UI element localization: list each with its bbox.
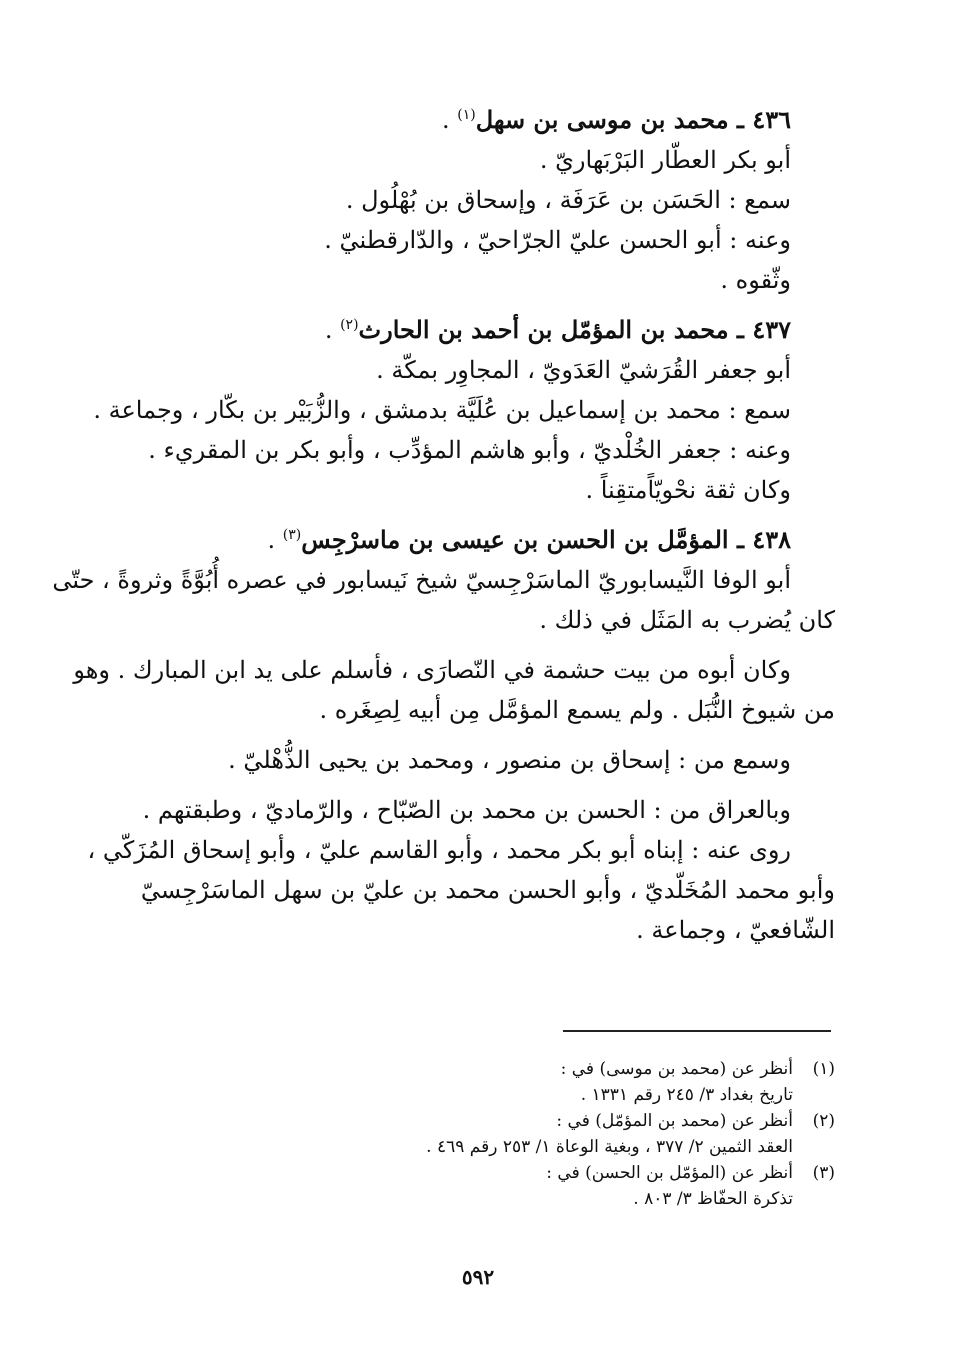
footnote-2 xyxy=(300,1108,835,1160)
entry-437-line: وعنه : جعفر الخُلْديّ ، وأبو هاشم المؤدِّب ، وأبو بكر بن المقريء . xyxy=(148,436,791,464)
footnote-divider xyxy=(563,1030,831,1032)
entry-437-heading: ٤٣٧ ـ محمد بن المؤمّل بن أحمد بن الحارث$^{(٢)}$ . xyxy=(324,315,791,344)
footnote-line: أنظر عن (محمد بن موسى) في : xyxy=(560,1059,793,1079)
entry-436-title: ٤٣٦ ـ محمد بن موسى بن سهل xyxy=(475,105,791,134)
entry-438-line: وأبو محمد المُخَلّديّ ، وأبو الحسن محمد بن عليّ بن سهل الماسَرْجِسيّ xyxy=(140,876,835,904)
entry-438-line: وسمع من : إسحاق بن منصور ، ومحمد بن يحيى الذُّهْليّ . xyxy=(228,746,791,774)
entry-436-line: وعنه : أبو الحسن عليّ الجرّاحيّ ، والدّارقطنيّ . xyxy=(324,226,791,254)
footnote-line: أنظر عن (المؤمّل بن الحسن) في : xyxy=(546,1163,793,1183)
footnote-line: تاريخ بغداد ٣/ ٢٤٥ رقم ١٣٣١ . xyxy=(580,1085,793,1105)
footnote-number: (١) xyxy=(812,1059,835,1079)
footnotes xyxy=(300,1056,835,1212)
entry-438-line: من شيوخ النُّبَل . ولم يسمع المؤمَّل مِن أبيه لِصِغَره . xyxy=(319,696,835,724)
entry-438-line: روى عنه : إبناه أبو بكر محمد ، وأبو القاسم عليّ ، وأبو إسحاق المُزَكّي ، xyxy=(87,836,791,864)
page-body xyxy=(52,100,835,950)
footnote-3 xyxy=(300,1160,835,1212)
footnote-number: (٣) xyxy=(812,1163,835,1183)
entry-438-heading: ٤٣٨ ـ المؤمَّل بن الحسن بن عيسى بن ماسرْجِس$^{(٣)}$ . xyxy=(267,525,791,554)
entry-436-footnote-ref[interactable]: (١) xyxy=(457,107,476,123)
entry-437-line: وكان ثقة نحْويّاًمتقِناً . xyxy=(585,476,791,504)
entry-436-line: أبو بكر العطّار البَرْبَهاريّ . xyxy=(539,146,791,174)
entry-437-line: سمع : محمد بن إسماعيل بن عُلَيَّة بدمشق ، والزُّبَيْر بن بكّار ، وجماعة . xyxy=(93,396,791,424)
footnote-1 xyxy=(300,1056,835,1108)
entry-438-footnote-ref[interactable]: (٣) xyxy=(282,527,302,543)
entry-438-line: وبالعراق من : الحسن بن محمد بن الصّبّاح ، والرّماديّ ، وطبقتهم . xyxy=(142,796,791,824)
footnote-number: (٢) xyxy=(812,1111,835,1131)
entry-438-line: كان يُضرب به المَثَل في ذلك . xyxy=(539,606,835,634)
entry-438-line: وكان أبوه من بيت حشمة في النّصارَى ، فأسلم على يد ابن المبارك . وهو xyxy=(73,656,791,684)
entry-436-line: وثّقوه . xyxy=(720,266,791,294)
footnote-line: العقد الثمين ٢/ ٣٧٧ ، وبغية الوعاة ١/ ٢٥٣ رقم ٤٦٩ . xyxy=(426,1137,793,1157)
entry-437-footnote-ref[interactable]: (٢) xyxy=(340,317,359,333)
entry-436-heading: ٤٣٦ ـ محمد بن موسى بن سهل$^{(١)}$ . xyxy=(441,105,791,134)
entry-438-line: أبو الوفا النَّيسابوريّ الماسَرْجِسيّ شيخ نَيسابور في عصره أُبُوَّةً وثروةً ، حتّى xyxy=(52,566,791,594)
entry-438-title: ٤٣٨ ـ المؤمَّل بن الحسن بن عيسى بن ماسرْجِس xyxy=(301,525,791,554)
entry-437-title: ٤٣٧ ـ محمد بن المؤمّل بن أحمد بن الحارث xyxy=(358,315,791,344)
footnote-line: أنظر عن (محمد بن المؤمّل) في : xyxy=(556,1111,793,1131)
entry-438-line: الشّافعيّ ، وجماعة . xyxy=(636,916,835,944)
entry-437-line: أبو جعفر القُرَشيّ العَدَويّ ، المجاوِر بمكّة . xyxy=(376,356,791,384)
entry-436-line: سمع : الحَسَن بن عَرَفَة ، وإسحاق بن بُهْلُول . xyxy=(345,186,791,214)
footnote-line: تذكرة الحفّاظ ٣/ ٨٠٣ . xyxy=(633,1189,793,1209)
page-number: ٥٩٢ xyxy=(461,1265,495,1289)
